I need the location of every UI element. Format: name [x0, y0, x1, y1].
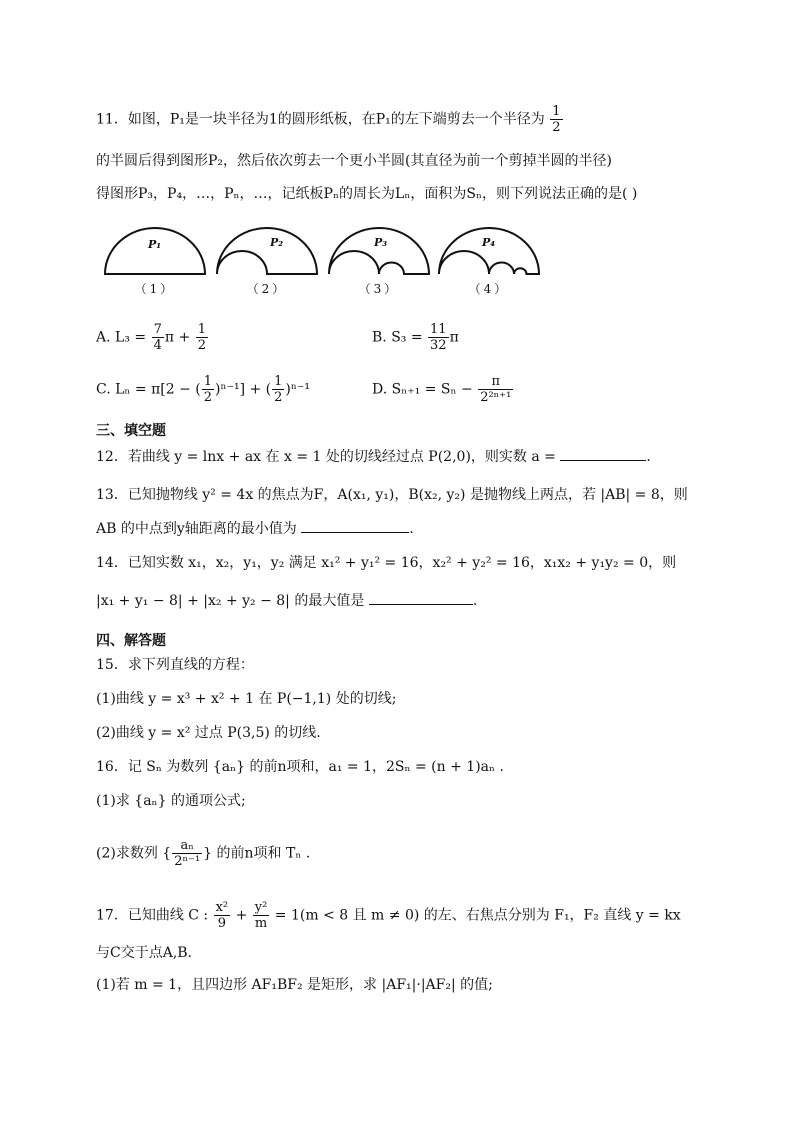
figure-3-caption: （3） [358, 282, 400, 296]
q11-option-b [372, 322, 459, 353]
option-d-prefix: D. Sₙ₊₁ = Sₙ − [372, 381, 478, 398]
option-c-suffix: )ⁿ⁻¹ [285, 381, 310, 398]
figure-3-shape [324, 224, 434, 280]
q15-part2: (2)曲线 y = x² 过点 P(3,5) 的切线. [96, 725, 321, 741]
q11-line3: 得图形P₃，P₄，…，Pₙ，…，记纸板Pₙ的周长为Lₙ，面积为Sₙ，则下列说法正确的是( ) [96, 186, 638, 202]
q11-line1 [96, 104, 564, 135]
q11-fraction-half [550, 104, 562, 135]
frac-den: 2 [197, 338, 206, 353]
figure-4-label: P₄ [482, 236, 496, 249]
q11-option-d [372, 374, 514, 405]
q12-answer-blank[interactable] [560, 446, 646, 461]
q13-answer-blank[interactable] [301, 518, 409, 533]
figure-4 [434, 224, 544, 304]
q13-text: AB 的中点到y轴距离的最小值为 [96, 521, 297, 537]
q16-part2-frac [172, 838, 202, 869]
figure-3-label: P₃ [374, 236, 388, 249]
q12-end: . [646, 449, 651, 465]
figure-4-caption: （4） [468, 282, 510, 296]
option-c-frac2 [272, 374, 284, 405]
figure-2-shape [212, 224, 322, 280]
q14-line2 [96, 590, 477, 612]
q17-prefix: 17．已知曲线 C : [96, 907, 213, 924]
q14-line1: 14．已知实数 x₁，x₂，y₁，y₂ 满足 x₁² + y₁² = 16，x₂² + y₂² = 16，x₁x₂ + y₁y₂ = 0，则 [96, 555, 677, 571]
figure-1 [100, 224, 210, 304]
q17-line2: 与C交于点A,B. [96, 945, 193, 961]
q12-text: 12．若曲线 y = lnx + ax 在 x = 1 处的切线经过点 P(2,0)，则实数 a = [96, 449, 556, 465]
frac-den: 2 [274, 390, 283, 405]
q13-line2 [96, 518, 414, 540]
frac-num: π [478, 374, 513, 390]
q16-part1: (1)求 {aₙ} 的通项公式; [96, 793, 246, 809]
option-d-frac [478, 374, 513, 405]
frac-num: 1 [197, 322, 206, 337]
q16-part2-prefix: (2)求数列 { [96, 845, 172, 862]
frac-num: x² [215, 900, 229, 915]
frac-den: 9 [217, 916, 226, 931]
section-4-heading: 四、解答题 [96, 633, 166, 649]
option-b-prefix: B. S₃ = [372, 329, 428, 346]
frac-den: 4 [153, 338, 162, 353]
figure-1-label: P₁ [148, 238, 162, 251]
option-a-mid: π + [164, 329, 195, 346]
option-b-frac [428, 322, 449, 353]
q15-stem: 15．求下列直线的方程： [96, 657, 254, 673]
figure-2-caption: （2） [246, 282, 288, 296]
q12 [96, 446, 651, 468]
q15-part1: (1)曲线 y = x³ + x² + 1 在 P(−1,1) 处的切线; [96, 691, 397, 707]
q13-line1: 13．已知抛物线 y² = 4x 的焦点为F，A(x₁, y₁)，B(x₂, y₂) 是抛物线上两点，若 |AB| = 8，则 [96, 487, 688, 503]
q13-end: . [409, 521, 414, 537]
frac-den: 2 [552, 120, 561, 135]
frac-num: 1 [203, 374, 213, 389]
q17-frac1 [214, 900, 231, 931]
figure-2 [212, 224, 322, 304]
frac-den: 2ⁿ⁻¹ [174, 854, 201, 869]
frac-den: m [254, 916, 268, 931]
option-a-frac1 [152, 322, 164, 353]
q17-plus: + [231, 907, 252, 924]
option-c-mid: )ⁿ⁻¹] + ( [215, 381, 272, 398]
frac-num: 1 [274, 374, 283, 389]
q11-option-c [96, 374, 310, 405]
frac-den: 2 [203, 390, 213, 405]
figure-3 [324, 224, 434, 304]
frac-num: 11 [430, 322, 447, 337]
q11-option-a [96, 322, 209, 353]
frac-num: 1 [552, 104, 561, 119]
option-c-frac1 [202, 374, 214, 405]
q17-suffix: = 1(m < 8 且 m ≠ 0) 的左、右焦点分别为 F₁，F₂ 直线 y = kx [270, 907, 681, 924]
frac-num: y² [254, 900, 268, 915]
q17-line1 [96, 900, 681, 931]
q11-stem-text: 11．如图，P₁是一块半径为1的圆形纸板，在P₁的左下端剪去一个半径为 [96, 111, 545, 128]
section-3-heading: 三、填空题 [96, 423, 166, 439]
figure-2-label: P₂ [270, 236, 284, 249]
figure-1-shape [100, 224, 210, 280]
q16-part2 [96, 838, 310, 869]
q16-part2-suffix: } 的前n项和 Tₙ . [203, 845, 311, 862]
q17-part1: (1)若 m = 1，且四边形 AF₁BF₂ 是矩形，求 |AF₁|·|AF₂| 的值; [96, 977, 493, 993]
q17-frac2 [253, 900, 270, 931]
frac-num: aₙ [172, 838, 202, 854]
q14-text: |x₁ + y₁ − 8| + |x₂ + y₂ − 8| 的最大值是 [96, 593, 365, 609]
frac-den: 2²ⁿ⁺¹ [480, 390, 512, 405]
frac-den: 32 [430, 338, 447, 353]
option-a-prefix: A. L₃ = [96, 329, 151, 346]
option-b-suffix: π [449, 329, 459, 346]
option-c-prefix: C. Lₙ = π[2 − ( [96, 381, 201, 398]
frac-num: 7 [153, 322, 162, 337]
q14-answer-blank[interactable] [369, 590, 473, 605]
option-a-frac2 [196, 322, 208, 353]
q14-end: . [472, 593, 478, 609]
figure-1-caption: （1） [134, 282, 176, 296]
figure-4-shape [434, 224, 544, 280]
q11-line2: 的半圆后得到图形P₂，然后依次剪去一个更小半圆(其直径为前一个剪掉半圆的半径) [96, 153, 612, 169]
q16-stem: 16．记 Sₙ 为数列 {aₙ} 的前n项和，a₁ = 1，2Sₙ = (n + 1)aₙ . [96, 759, 504, 775]
